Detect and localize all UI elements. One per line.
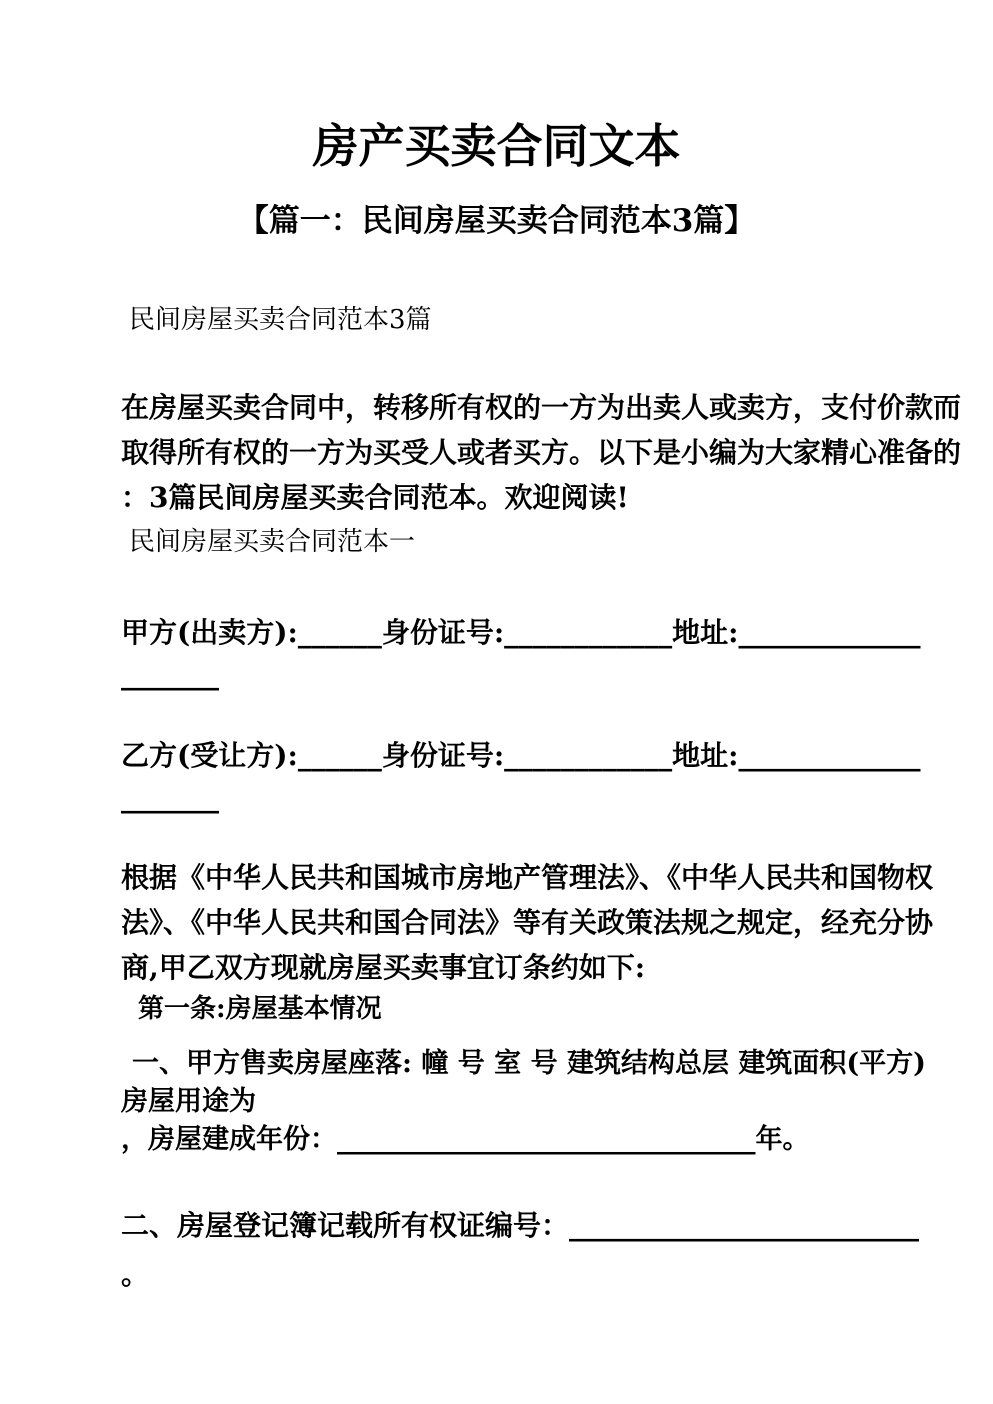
intro-paragraph-line: 取得所有权的一方为买受人或者买方。以下是小编为大家精心准备的 xyxy=(121,436,962,469)
intro-paragraph-line: 在房屋买卖合同中，转移所有权的一方为出卖人或卖方，支付价款而 xyxy=(121,391,962,424)
legal-basis-line: 根据《中华人民共和国城市房地产管理法》、《中华人民共和国物权 xyxy=(121,861,934,894)
clause-one-line: ，房屋建成年份：_______________________________年。 xyxy=(121,1124,810,1155)
section-header: 【篇一：民间房屋买卖合同范本3篇】 xyxy=(237,203,756,239)
clause-two-period: 。 xyxy=(121,1258,150,1291)
legal-basis-line: 商,甲乙双方现就房屋买卖事宜订条约如下: xyxy=(121,951,646,984)
intro-paragraph-line: ：3篇民间房屋买卖合同范本。欢迎阅读! xyxy=(121,481,629,514)
intro-heading: 民间房屋买卖合同范本3篇 xyxy=(129,305,432,335)
clause-two-line: 二、房屋登记簿记载所有权证编号：_________________________ xyxy=(121,1209,920,1242)
clause-one-line: 房屋用途为 xyxy=(121,1086,256,1117)
party-a-blank-continuation: _______ xyxy=(121,658,219,691)
document-title: 房产买卖合同文本 xyxy=(312,119,681,173)
party-a-block xyxy=(121,612,921,696)
article-one-heading: 第一条:房屋基本情况 xyxy=(138,994,382,1024)
clause-one-line: 一、甲方售卖房屋座落: 幢 号 室 号 建筑结构总层 建筑面积(平方) xyxy=(132,1048,926,1079)
intro-paragraph xyxy=(121,385,961,520)
legal-basis-line: 法》、《中华人民共和国合同法》等有关政策法规之规定，经充分协 xyxy=(121,906,934,939)
party-b-block xyxy=(121,735,921,819)
party-b-line: 乙方(受让方):______身份证号:____________地址:_____________ xyxy=(121,739,921,772)
legal-basis-paragraph xyxy=(121,855,933,990)
clause-one-paragraph xyxy=(121,1045,926,1159)
party-a-line: 甲方(出卖方):______身份证号:____________地址:_____________ xyxy=(121,616,921,649)
sample-one-heading: 民间房屋买卖合同范本一 xyxy=(129,527,416,557)
party-b-blank-continuation: _______ xyxy=(121,781,219,814)
